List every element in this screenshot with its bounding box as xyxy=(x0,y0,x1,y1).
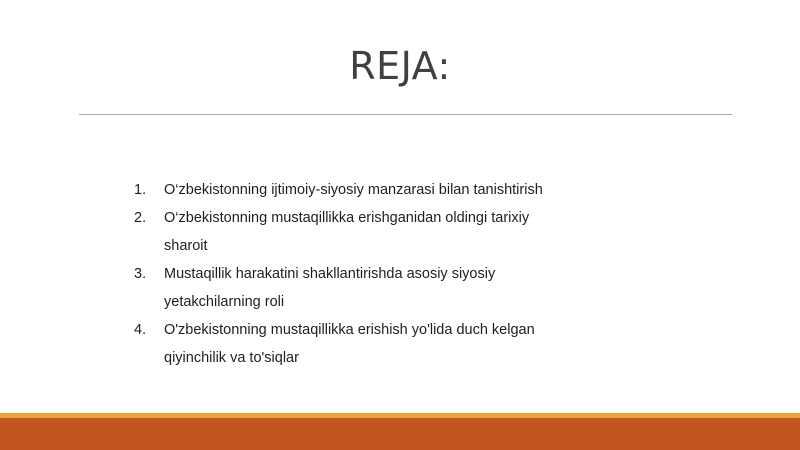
list-item xyxy=(134,176,554,204)
footer-bar xyxy=(0,418,800,450)
list-item xyxy=(134,260,554,316)
title-divider xyxy=(79,114,732,115)
list-item-text: O‘zbekistonning mustaqillikka erishganidan oldingi tarixiy sharoit xyxy=(164,210,530,254)
list-item xyxy=(134,316,554,372)
list-item-text: O'zbekistonning mustaqillikka erishish yo'lida duch kelgan qiyinchilik va to'siqlar xyxy=(164,322,535,366)
agenda-list xyxy=(134,176,554,372)
list-item-text: Mustaqillik harakatini shakllantirishda asosiy siyosiy yetakchilarning roli xyxy=(164,266,496,310)
list-item-text: O‘zbekistonning ijtimoiy-siyosiy manzarasi bilan tanishtirish xyxy=(164,182,543,198)
slide-title: REJA: xyxy=(349,44,451,88)
list-item-number: 3. xyxy=(134,266,147,282)
list-item-number: 1. xyxy=(134,182,147,198)
list-item-number: 4. xyxy=(134,322,147,338)
list-item xyxy=(134,204,554,260)
list-item-number: 2. xyxy=(134,210,147,226)
